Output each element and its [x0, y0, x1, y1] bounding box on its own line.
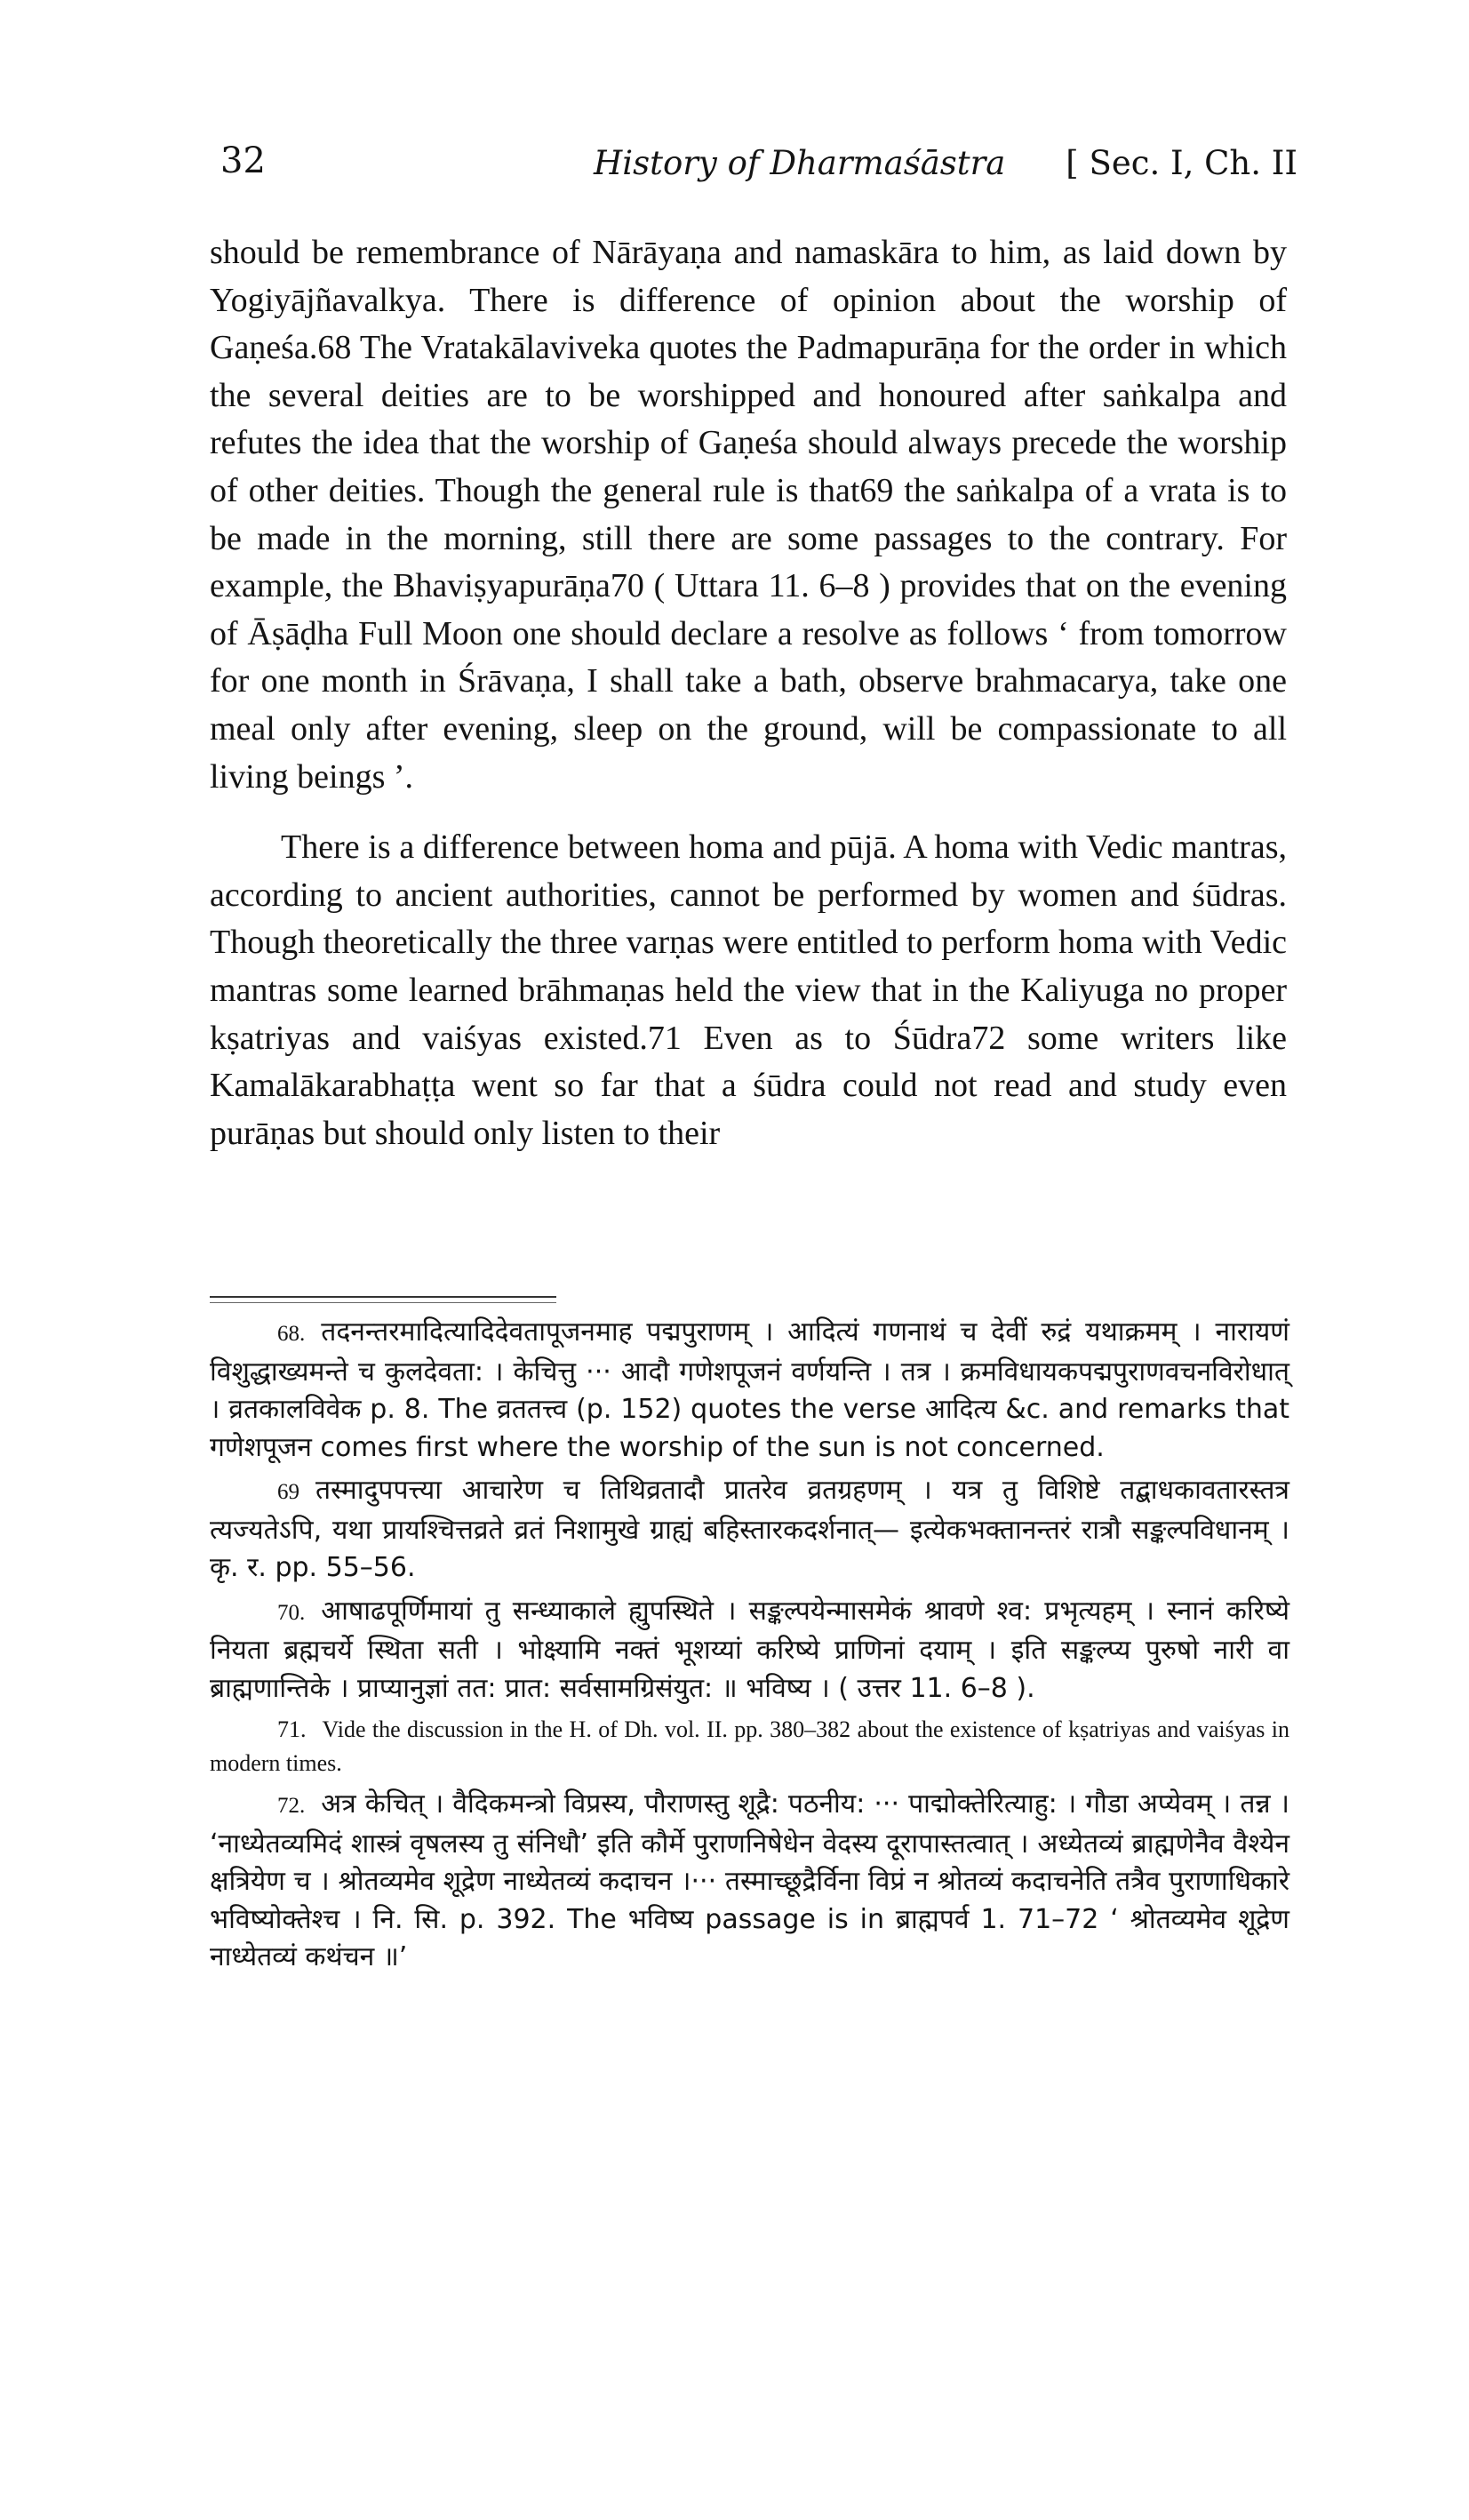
- running-title: History of Dharmaśāstra: [594, 144, 1006, 182]
- footnote-70: [210, 1593, 1289, 1708]
- footnote-text: अत्र केचित् । वैदिकमन्त्रो विप्रस्य, पौराणस्तु शूद्रै: पठनीय: ··· पाद्मोक्तेरित्याहु: । गौडा अप्येवम् । तन्न । ‘नाध्येतव्यमिदं शास्त्रं वृषलस्य तु संनिधौ’ इति कौर्मे पुराणनिषेधेन वेदस्य दूरापास्तत्वात् । अध्येतव्यं ब्राह्मणेनैव वैश्येन क्षत्रियेण च । श्रोतव्यमेव शूद्रेण नाध्येतव्यं कदाचन ।··· तस्माच्छूद्रैर्विना विप्रं न श्रोतव्यं कदाचनेति तत्रैव पुराणाधिकारे भविष्योक्तेश्च । नि. सि. p. 392. The भविष्य passage is in ब्राह्मपर्व 1. 71–72 ‘ श्रोतव्यमेव शूद्रेण नाध्येतव्यं कथंचन ॥’: [210, 1788, 1289, 1972]
- body-paragraph-1: should be remembrance of Nārāyaṇa and namaskāra to him, as laid down by Yogiyājñavalkya. There is difference of opinion about the worship of Gaṇeśa.68 The Vratakālaviveka quotes the Padmapurāṇa for the order in which the several deities are to be worshipped and honoured after saṅkalpa and refutes the idea that the worship of Gaṇeśa should always precede the worship of other deities. Though the general rule is that69 the saṅkalpa of a vrata is to be made in the morning, still there are some passages to the contrary. For example, the Bhaviṣyapurāṇa70 ( Uttara 11. 6–8 ) provides that on the evening of Āṣāḍha Full Moon one should declare a resolve as follows ‘ from tomorrow for one month in Śrāvaṇa, I shall take a bath, observe brahmacarya, take one meal only after evening, sleep on the ground, will be compassionate to all living beings ’.: [210, 234, 1287, 796]
- footnotes: [210, 1314, 1289, 1982]
- footnote-69: [210, 1472, 1289, 1588]
- footnote-72: [210, 1786, 1289, 1977]
- page-header: [220, 140, 1297, 203]
- main-text: [210, 229, 1287, 1157]
- footnote-number: 69: [277, 1480, 299, 1504]
- footnote-number: 72.: [277, 1794, 306, 1818]
- footnote-number: 70.: [277, 1600, 306, 1625]
- page-number: 32: [220, 140, 266, 181]
- footnote-text: Vide the discussion in the H. of Dh. vol. II. pp. 380–382 about the existence of kṣatriyas and vaiśyas in modern times.: [210, 1716, 1289, 1776]
- footnote-text: तदनन्तरमादित्यादिदेवतापूजनमाह पद्मपुराणम् । आदित्यं गणनाथं च देवीं रुद्रं यथाक्रमम् । नारायणं विशुद्धाख्यमन्ते च कुलदेवता: । केचित्तु ··· आदौ गणेशपूजनं वर्णयन्ति । तत्र । क्रमविधायकपद्मपुराणवचनविरोधात् । व्रतकालविवेक p. 8. The व्रततत्त्व (p. 152) quotes the verse आदित्य &c. and remarks that गणेशपूजन comes first where the worship of the sun is not concerned.: [210, 1316, 1289, 1463]
- footnote-text: तस्मादुपपत्त्या आचारेण च तिथिव्रतादौ प्रातरेव व्रतग्रहणम् । यत्र तु विशिष्टे तद्बाधकावतारस्तत्र त्यज्यतेऽपि, यथा प्रायश्चित्तव्रते व्रतं निशामुखे ग्राह्यं बहिस्तारकदर्शनात्— इत्येकभक्तानन्तरं रात्रौ सङ्कल्पविधानम् । कृ. र. pp. 55–56.: [210, 1475, 1289, 1583]
- body-paragraph-2: There is a difference between homa and pūjā. A homa with Vedic mantras, according to ancient authorities, cannot be performed by women and śūdras. Though theoretically the three varṇas were entitled to perform homa with Vedic mantras some learned brāhmaṇas held the view that in the Kaliyuga no proper kṣatriyas and vaiśyas existed.71 Even as to Śūdra72 some writers like Kamalākarabhaṭṭa went so far that a śūdra could not read and study even purāṇas but should only listen to their: [210, 828, 1287, 1152]
- footnote-68: [210, 1314, 1289, 1467]
- footnote-text: आषाढपूर्णिमायां तु सन्ध्याकाले ह्युपस्थिते । सङ्कल्पयेन्मासमेकं श्रावणे श्व: प्रभृत्यहम् । स्नानं करिष्ये नियता ब्रह्मचर्ये स्थिता सती । भोक्ष्यामि नक्तं भूशय्यां करिष्ये प्राणिनां दयाम् । इति सङ्कल्प्य पुरुषो नारी वा ब्राह्मणान्तिके । प्राप्यानुज्ञां तत: प्रात: सर्वसामग्रिसंयुत: ॥ भविष्य । ( उत्तर 11. 6–8 ).: [210, 1595, 1289, 1704]
- footnote-separator: [210, 1296, 556, 1298]
- footnote-separator-underline: [210, 1302, 556, 1303]
- footnote-number: 68.: [277, 1322, 306, 1346]
- footnote-number: 71.: [277, 1716, 307, 1742]
- footnote-71: [210, 1713, 1289, 1780]
- section-reference: [ Sec. I, Ch. II: [1066, 144, 1297, 182]
